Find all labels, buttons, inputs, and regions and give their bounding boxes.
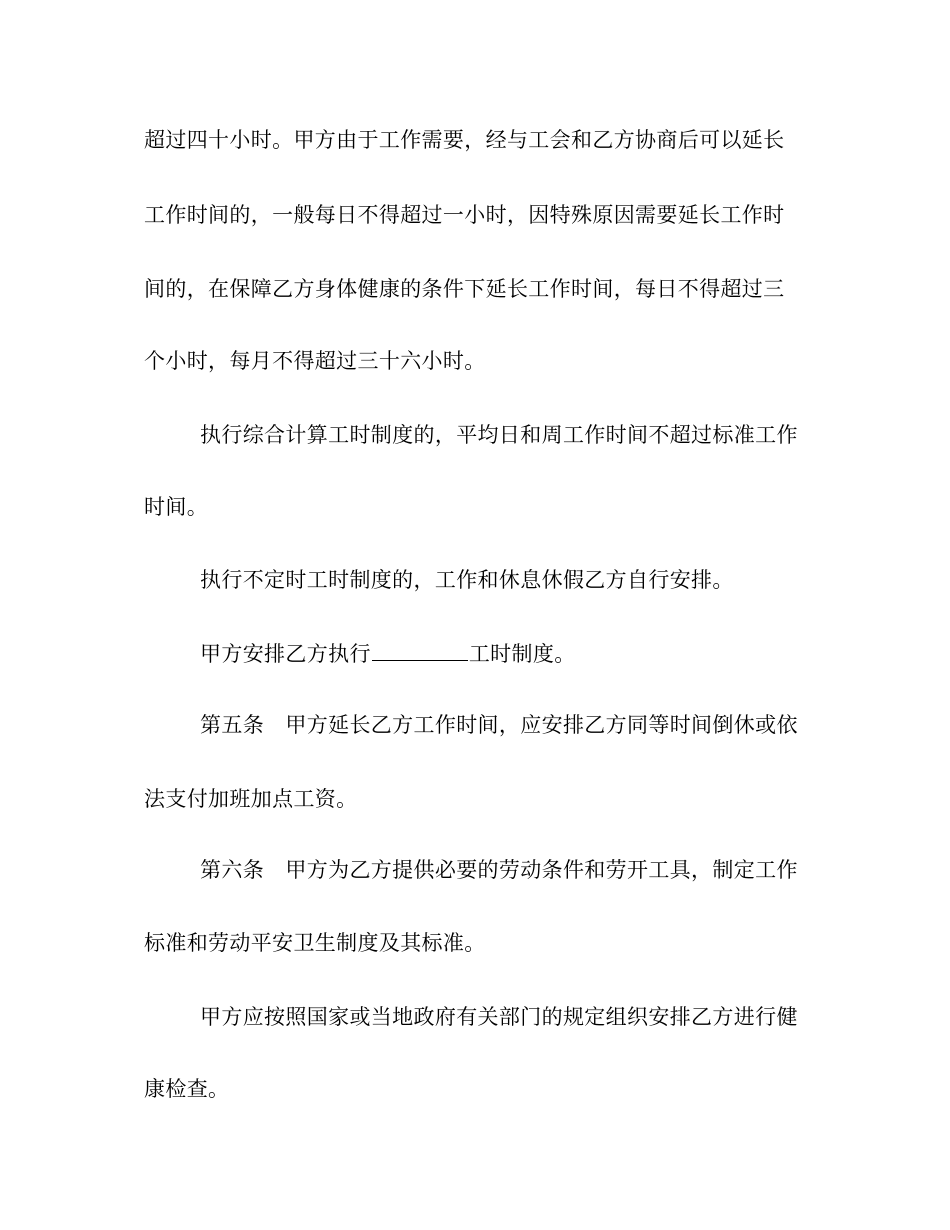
fill-in-line	[200, 638, 576, 669]
text-line: 甲方应按照国家或当地政府有关部门的规定组织安排乙方进行健	[200, 1005, 798, 1029]
fill-in-prefix: 甲方安排乙方执行	[200, 642, 371, 666]
article-5-line: 第五条 甲方延长乙方工作时间，应安排乙方同等时间倒休或依	[200, 713, 798, 737]
text-line: 工作时间的，一般每日不得超过一小时，因特殊原因需要延长工作时	[144, 203, 785, 227]
text-line: 执行不定时工时制度的，工作和休息休假乙方自行安排。	[200, 568, 734, 592]
text-line: 个小时，每月不得超过三十六小时。	[144, 349, 486, 373]
article-6-line: 第六条 甲方为乙方提供必要的劳动条件和劳开工具，制定工作	[200, 858, 798, 882]
text-line: 法支付加班加点工资。	[144, 787, 358, 811]
text-line: 标准和劳动平安卫生制度及其标准。	[144, 931, 486, 955]
text-line: 超过四十小时。甲方由于工作需要，经与工会和乙方协商后可以延长	[144, 128, 785, 152]
fill-in-suffix: 工时制度。	[468, 642, 576, 666]
fill-in-blank[interactable]	[372, 638, 468, 661]
text-line: 康检查。	[144, 1077, 230, 1101]
text-line: 间的，在保障乙方身体健康的条件下延长工作时间，每日不得超过三	[144, 277, 785, 301]
text-line: 执行综合计算工时制度的，平均日和周工作时间不超过标准工作	[200, 423, 798, 447]
text-line: 时间。	[144, 495, 209, 519]
